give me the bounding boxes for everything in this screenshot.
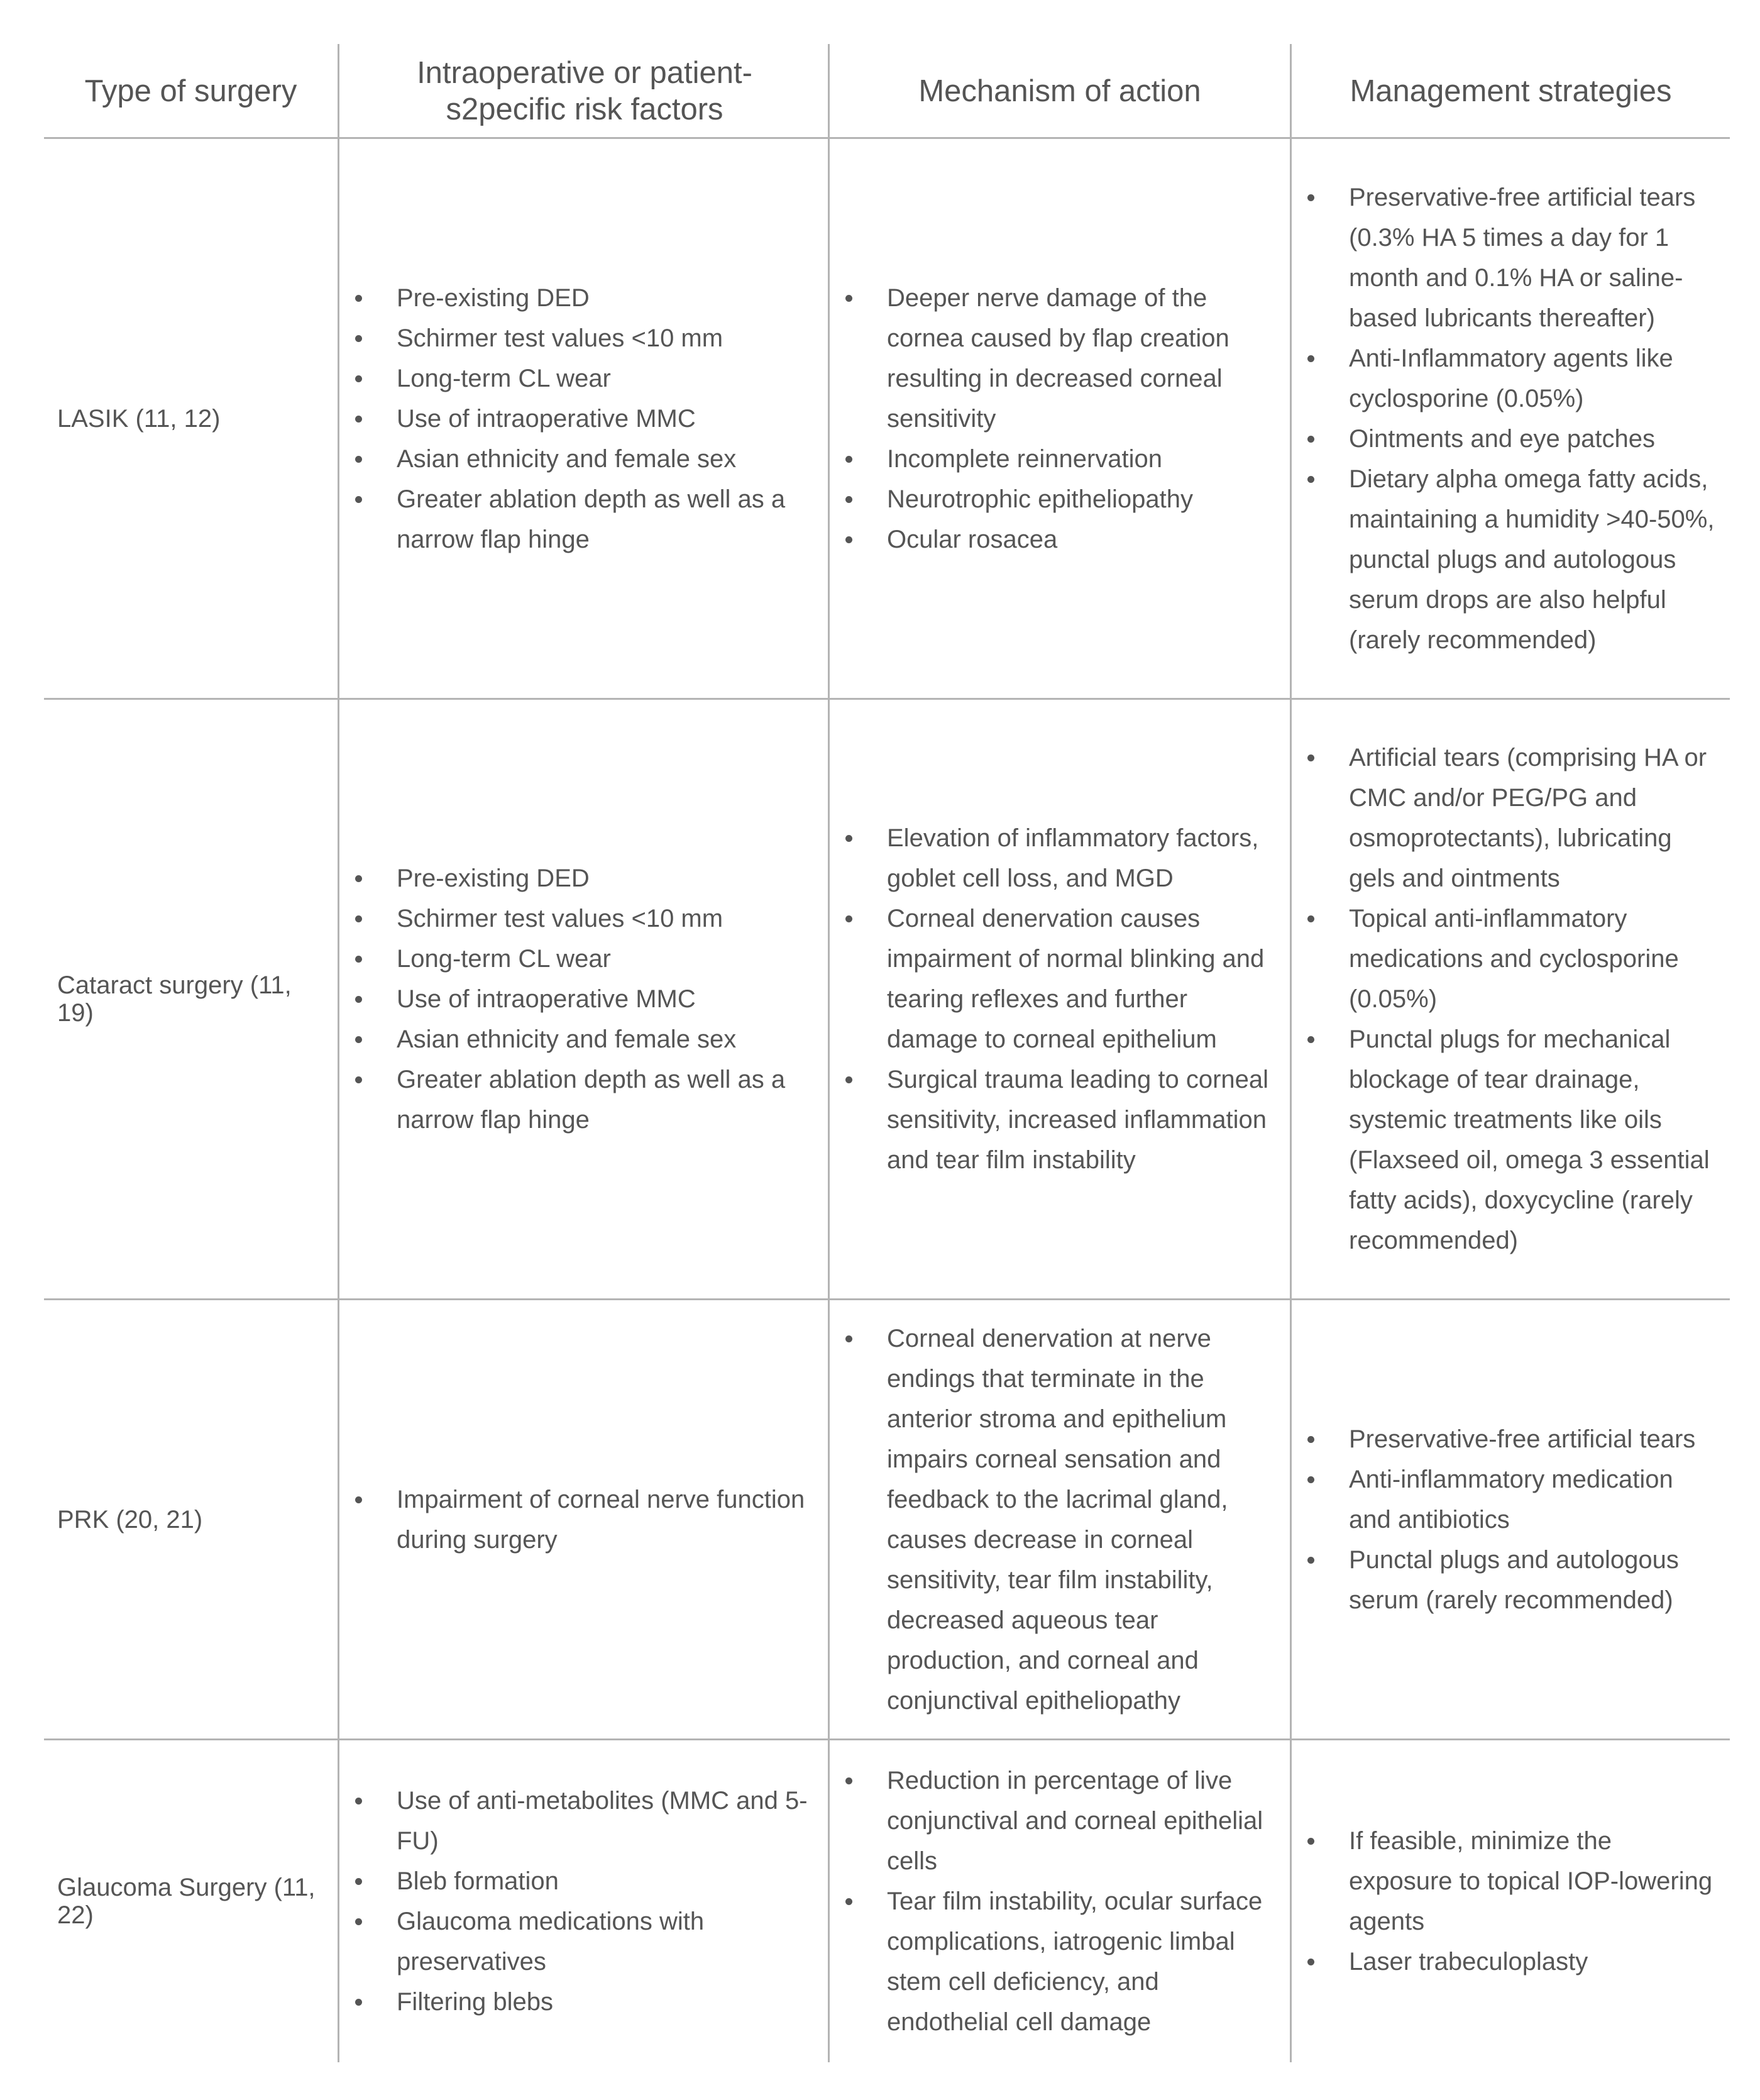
list-item: Use of intraoperative MMC — [349, 399, 817, 439]
list-item: Preservative-free artificial tears — [1301, 1419, 1716, 1459]
surgery-name: Cataract surgery (11, 19) — [57, 971, 292, 1027]
list-item: Laser trabeculoplasty — [1301, 1942, 1716, 1982]
list-item: Filtering blebs — [349, 1982, 817, 2022]
list-item: Incomplete reinnervation — [839, 439, 1279, 479]
list-item: Pre-existing DED — [349, 858, 817, 898]
risk-factor-list — [349, 1479, 817, 1560]
list-item: Anti-inflammatory medication and antibiotics — [1301, 1459, 1716, 1540]
surgery-name-cataract — [57, 700, 321, 1298]
mechanism-glaucoma — [839, 1740, 1279, 2062]
header-type-of-surgery: Type of surgery — [84, 74, 297, 108]
header-management: Management strategies — [1350, 74, 1672, 108]
list-item: Impairment of corneal nerve function during surgery — [349, 1479, 817, 1560]
list-item: Asian ethnicity and female sex — [349, 1019, 817, 1059]
list-item: Elevation of inflammatory factors, goblet cell loss, and MGD — [839, 818, 1279, 898]
list-item: Neurotrophic epitheliopathy — [839, 479, 1279, 519]
list-item: Schirmer test values <10 mm — [349, 318, 817, 358]
risk-factor-list — [349, 1781, 817, 2022]
risk-factor-list — [349, 278, 817, 560]
mechanism-prk — [839, 1300, 1279, 1738]
surgery-name: LASIK (11, 12) — [57, 404, 221, 433]
management-cataract — [1301, 700, 1716, 1298]
list-item: Punctal plugs for mechanical blockage of tear drainage, systemic treatments like oils (Flaxseed oil, omega 3 essential fatty acids), doxycycline (rarely recommended) — [1301, 1019, 1716, 1261]
list-item: Bleb formation — [349, 1861, 817, 1901]
list-item: Surgical trauma leading to corneal sensitivity, increased inflammation and tear film instability — [839, 1059, 1279, 1180]
column-divider — [828, 44, 830, 2062]
list-item: Ocular rosacea — [839, 519, 1279, 560]
mechanism-list — [839, 278, 1279, 560]
list-item: Ointments and eye patches — [1301, 419, 1716, 459]
risk-factor-list — [349, 858, 817, 1140]
surgery-name: Glaucoma Surgery (11, 22) — [57, 1874, 316, 1929]
list-item: Greater ablation depth as well as a narrow flap hinge — [349, 479, 817, 560]
list-item: Corneal denervation at nerve endings that terminate in the anterior stroma and epithelium impairs corneal sensation and feedback to the lacrimal gland, causes decrease in corneal sensitivity, tear film instability, decreased aqueous tear production, and corneal and conjunctival epitheliopathy — [839, 1318, 1279, 1721]
management-list — [1301, 177, 1716, 660]
risk-factors-glaucoma — [349, 1740, 817, 2062]
list-item: Deeper nerve damage of the cornea caused by flap creation resulting in decreased corneal sensitivity — [839, 278, 1279, 439]
list-item: Dietary alpha omega fatty acids, maintaining a humidity >40-50%, punctal plugs and autologous serum drops are also helpful (rarely recommended) — [1301, 459, 1716, 660]
list-item: Use of anti-metabolites (MMC and 5-FU) — [349, 1781, 817, 1861]
list-item: Punctal plugs and autologous serum (rarely recommended) — [1301, 1540, 1716, 1620]
list-item: Long-term CL wear — [349, 358, 817, 399]
list-item: Topical anti-inflammatory medications and cyclosporine (0.05%) — [1301, 898, 1716, 1019]
mechanism-list — [839, 1760, 1279, 2042]
list-item: If feasible, minimize the exposure to topical IOP-lowering agents — [1301, 1821, 1716, 1942]
list-item: Pre-existing DED — [349, 278, 817, 318]
column-divider — [1290, 44, 1292, 2062]
list-item: Preservative-free artificial tears (0.3% HA 5 times a day for 1 month and 0.1% HA or saline-based lubricants thereafter) — [1301, 177, 1716, 338]
mechanism-cataract — [839, 700, 1279, 1298]
mechanism-lasik — [839, 139, 1279, 698]
list-item: Asian ethnicity and female sex — [349, 439, 817, 479]
list-item: Glaucoma medications with preservatives — [349, 1901, 817, 1982]
surgery-name: PRK (20, 21) — [57, 1505, 203, 1534]
management-list — [1301, 1821, 1716, 1982]
header-mechanism: Mechanism of action — [918, 74, 1201, 108]
management-glaucoma — [1301, 1740, 1716, 2062]
list-item: Long-term CL wear — [349, 939, 817, 979]
risk-factors-lasik — [349, 139, 817, 698]
management-list — [1301, 738, 1716, 1261]
header-risk-factors: Intraoperative or patient-s2pecific risk factors — [417, 56, 752, 126]
mechanism-list — [839, 818, 1279, 1180]
list-item: Reduction in percentage of live conjunctival and corneal epithelial cells — [839, 1760, 1279, 1881]
management-lasik — [1301, 139, 1716, 698]
risk-factors-prk — [349, 1300, 817, 1738]
list-item: Greater ablation depth as well as a narrow flap hinge — [349, 1059, 817, 1140]
list-item: Use of intraoperative MMC — [349, 979, 817, 1019]
surgery-name-prk — [57, 1300, 321, 1738]
risk-factors-cataract — [349, 700, 817, 1298]
mechanism-list — [839, 1318, 1279, 1721]
list-item: Corneal denervation causes impairment of normal blinking and tearing reflexes and further damage to corneal epithelium — [839, 898, 1279, 1059]
management-prk — [1301, 1300, 1716, 1738]
list-item: Anti-Inflammatory agents like cyclosporine (0.05%) — [1301, 338, 1716, 419]
list-item: Tear film instability, ocular surface complications, iatrogenic limbal stem cell deficiency, and endothelial cell damage — [839, 1881, 1279, 2042]
column-divider — [338, 44, 339, 2062]
list-item: Schirmer test values <10 mm — [349, 898, 817, 939]
surgery-name-lasik — [57, 139, 321, 698]
management-list — [1301, 1419, 1716, 1620]
list-item: Artificial tears (comprising HA or CMC and/or PEG/PG and osmoprotectants), lubricating gels and ointments — [1301, 738, 1716, 898]
surgery-name-glaucoma — [57, 1740, 321, 2062]
